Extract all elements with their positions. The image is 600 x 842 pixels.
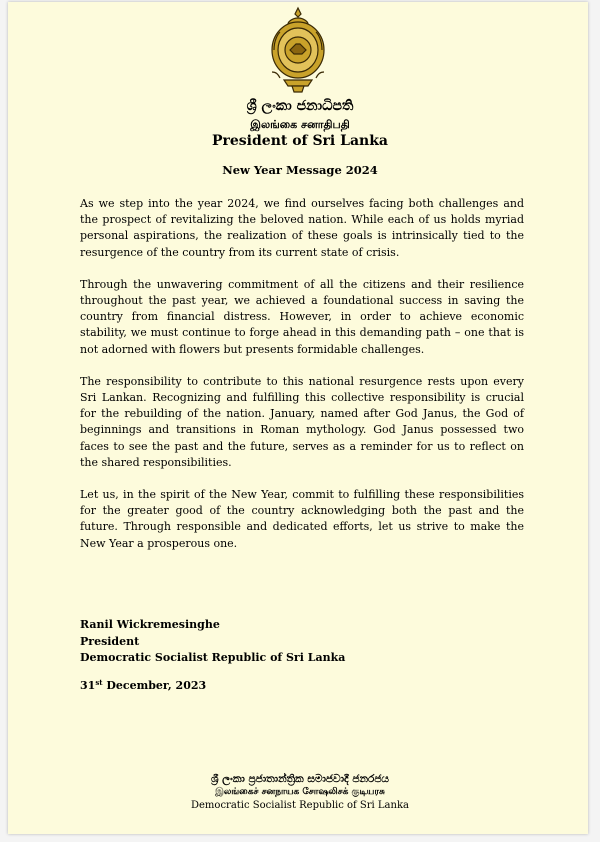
date-rest: December, 2023: [102, 679, 207, 692]
signature-block: [80, 617, 345, 667]
date-day: 31: [80, 679, 96, 692]
signatory-country: Democratic Socialist Republic of Sri Lanka: [80, 651, 346, 664]
header-title-sinhala: ශ්‍රී ලංකා ජනාධිපති: [246, 98, 354, 114]
paragraph: Let us, in the spirit of the New Year, commit to fulfilling these responsibilities for the greater good of the country acknowledging both the past and the future. Through responsible and dedicated efforts, let us strive to make the New Year a prosperous one.: [80, 488, 524, 550]
footer-tamil: இலங்கைச் சனநாயக சோஷலிசக் குடியரசு: [215, 787, 385, 797]
paragraph: The responsibility to contribute to this national resurgence rests upon every Sri Lankan. Recognizing and fulfilling this collective responsibility is crucial for the rebuilding of the nation. January, named after God Janus, the God of beginnings and transitions in Roman mythology. God Janus possessed two faces to see the past and the future, serves as a reminder for us to reflect on the shared responsibilities.: [80, 374, 524, 469]
paragraph: Through the unwavering commitment of all the citizens and their resilience throughout the past year, we achieved a foundational success in saving the country from financial distress. However, in order to achieve economic stability, we must continue to forge ahead in this demanding path – one that is not adorned with flowers but presents formidable challenges.: [80, 277, 524, 356]
national-emblem-icon: [266, 6, 330, 96]
header-title-english: President of Sri Lanka: [211, 133, 388, 149]
letter-date: [80, 678, 206, 692]
paragraph: As we step into the year 2024, we find ourselves facing both challenges and the prospect of revitalizing the beloved nation. While each of us holds myriad personal aspirations, the realization of these goals is intrinsically tied to the resurgence of the country from its current state of crisis.: [80, 197, 524, 259]
message-title: New Year Message 2024: [222, 163, 378, 177]
footer-sinhala: ශ්‍රී ලංකා ප්‍රජාතාන්ත්‍රික සමාජවාදී ජනරජය: [211, 773, 389, 785]
header-title-tamil: இலங்கை சனாதிபதி: [250, 118, 350, 131]
signatory-name: Ranil Wickremesinghe: [80, 618, 220, 631]
date-suffix: st: [95, 678, 103, 687]
footer-english: Democratic Socialist Republic of Sri Lanka: [191, 800, 409, 811]
signatory-position: President: [80, 634, 140, 648]
footer: [0, 772, 600, 812]
message-body: [80, 196, 524, 568]
